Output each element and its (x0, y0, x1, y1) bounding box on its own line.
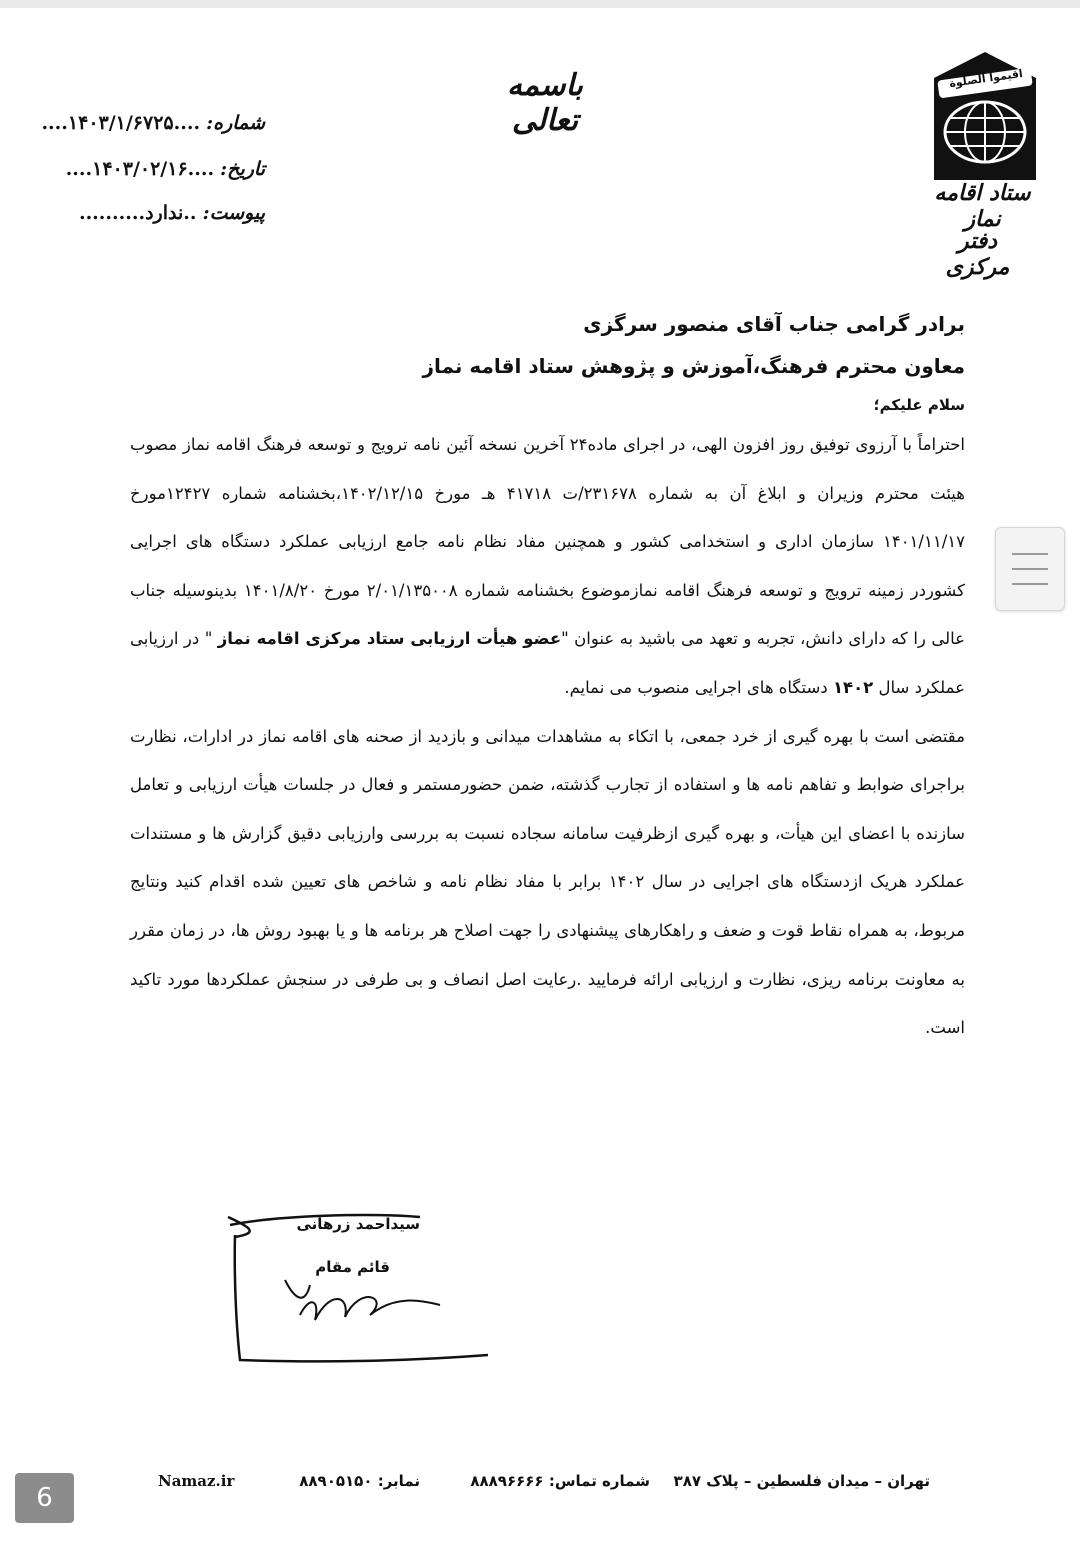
page-number-badge[interactable]: 6 (15, 1473, 74, 1523)
viewer-top-band (0, 0, 1080, 8)
menu-button[interactable] (995, 527, 1065, 611)
footer-phone: شماره تماس: ۸۸۸۹۶۶۶۶ (470, 1472, 650, 1490)
greeting: سلام علیکم؛ (873, 396, 965, 414)
letter-number-label: شماره: (206, 112, 265, 134)
p1-text-a: احتراماً با آرزوی توفیق روز افزون الهی، در اجرای ماده۲۴ آخرین نسخه آئین نامه ترویج و توسعه فرهنگ اقامه نماز مصوب هیئت محترم وزیران و ابلاغ آن به شماره ۲۳۱۶۷۸/ت ۴۱۷۱۸ هـ مورخ ۱۴۰۲/۱۲/۱۵،بخشنامه شماره ۱۲۴۲۷مورخ ۱۴۰۱/۱۱/۱۷ سازمان اداری و استخدامی کشور و همچنین مفاد نظام نامه جامع ارزیابی عملکرد دستگاه های اجرایی کشوردر زمینه ترویج و توسعه فرهنگ اقامه نمازموضوع بخشنامه شماره ۲/۰۱/۱۳۵۰۰۸ مورخ ۱۴۰۱/۸/۲۰ بدینوسیله جناب عالی را که دارای دانش، تجربه و تعهد می باشید به عنوان " (130, 435, 965, 649)
body-paragraph-1 (130, 421, 965, 713)
addressee-name: برادر گرامی جناب آقای منصور سرگزی (583, 312, 965, 336)
letter-date-label: تاریخ: (220, 158, 265, 180)
letter-attachment-value: ..ندارد.......... (78, 202, 197, 224)
letter-body (130, 421, 965, 1053)
letter-attachment-label: پیوست: (202, 202, 265, 224)
letter-number-value: ....۱۴۰۳/۱/۶۷۲۵.... (41, 112, 201, 134)
logo-motto: اقیموا الصلوة (948, 66, 1024, 91)
signatory-title: قائم مقام (315, 1258, 390, 1276)
signatory-name: سیداحمد زرهانی (296, 1215, 420, 1233)
organization-name: ستاد اقامه نماز (934, 180, 1031, 232)
letter-number (41, 112, 265, 134)
addressee-position: معاون محترم فرهنگ،آموزش و پژوهش ستاد اقامه نماز (422, 354, 965, 378)
letter-date-value: ....۱۴۰۳/۰۲/۱۶.... (65, 158, 215, 180)
footer-address: تهران – میدان فلسطین – پلاک ۳۸۷ (673, 1472, 930, 1490)
organization-office: دفتر مرکزی (945, 228, 1010, 280)
p1-text-b: " در ارزیابی عملکرد سال (130, 629, 965, 697)
p1-bold-title: عضو هیأت ارزیابی ستاد مرکزی اقامه نماز (217, 629, 562, 649)
footer-fax: نمابر: ۸۸۹۰۵۱۵۰ (299, 1472, 420, 1490)
letter-date (45, 158, 265, 180)
footer-website: Namaz.ir (158, 1472, 235, 1490)
letter-attachment (45, 202, 265, 224)
bismillah-heading: باسمه تعالی (506, 68, 584, 138)
p1-text-c: دستگاه های اجرایی منصوب می نمایم. (564, 677, 833, 697)
p1-year: ۱۴۰۲ (832, 677, 874, 697)
body-paragraph-2: مقتضی است با بهره گیری از خرد جمعی، با اتکاء به مشاهدات میدانی و بازدید از صحنه های اقامه نماز در ادارات، نظارت براجرای ضوابط و تفاهم نامه ها و استفاده از تجارب گذشته، ضمن حضورمستمر و فعال در جلسات هیأت ارزیابی و تعامل سازنده با اعضای این هیأت، و بهره گیری ازظرفیت سامانه سجاده نسبت به بررسی وارزیابی دقیق گزارش ها و مستندات عملکرد هریک ازدستگاه های اجرایی در سال ۱۴۰۲ برابر با مفاد نظام نامه و شاخص های تعیین شده اقدام کنید ونتایج مربوط، به همراه نقاط قوت و ضعف و راهکارهای پیشنهادی را جهت اصلاح هر برنامه ها و یا بهبود روش ها، در زمان مقرر به معاونت برنامه ریزی، نظارت و ارزیابی ارائه فرمایید .رعایت اصل انصاف و بی طرفی در سنجش عملکردها مورد تاکید است. (130, 726, 966, 1038)
